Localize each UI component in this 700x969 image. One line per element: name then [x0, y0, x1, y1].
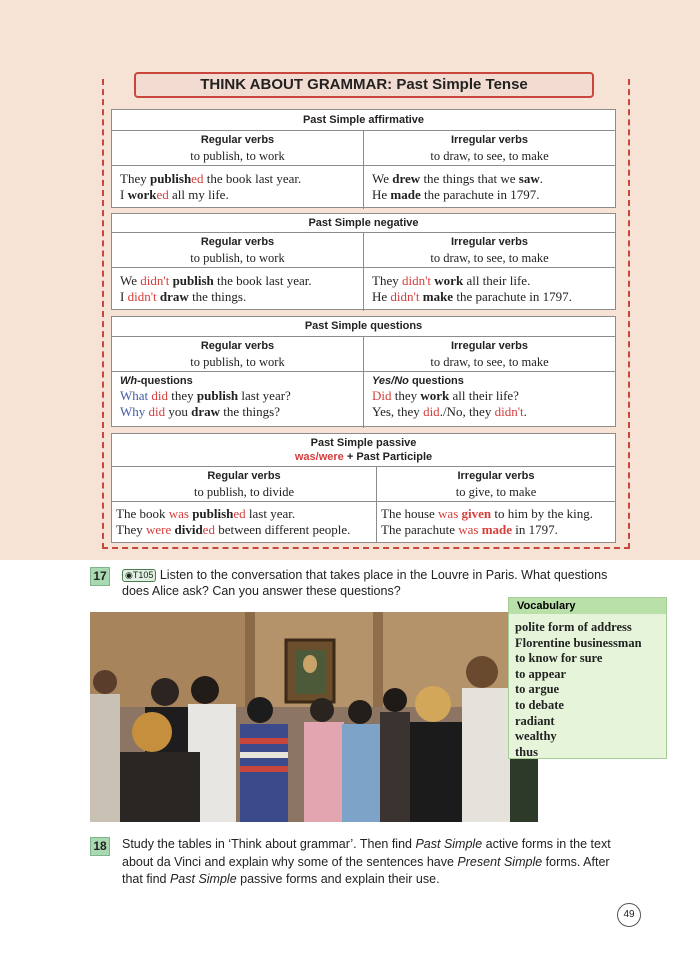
example-line: They didn't work all their life.	[372, 273, 531, 288]
regular-verbs-header: Regular verbs to publish, to work	[190, 236, 285, 265]
wh-question-examples	[112, 372, 363, 428]
louvre-photo	[90, 612, 538, 822]
table-negative	[111, 213, 616, 310]
example-line: What did they publish last year?	[120, 388, 291, 403]
example-line: The parachute was made in 1797.	[381, 522, 558, 537]
vocabulary-item: wealthy	[515, 729, 557, 744]
table-affirmative	[111, 109, 616, 208]
audio-cd-icon[interactable]: ◉T105	[122, 569, 156, 582]
irregular-examples	[363, 268, 615, 311]
irregular-verbs-header: Irregular verbs to draw, to see, to make	[363, 131, 615, 165]
regular-verbs-header: Regular verbs to publish, to divide	[194, 470, 294, 499]
irregular-examples	[363, 166, 615, 209]
yes-no-question-examples	[363, 372, 615, 428]
example-line: Yes, they did./No, they didn't.	[372, 404, 527, 419]
table-caption: Past Simple affirmative	[112, 110, 615, 131]
louvre-crowd-illustration	[90, 612, 538, 822]
example-line: He didn't make the parachute in 1797.	[372, 289, 572, 304]
vocabulary-item: polite form of address	[515, 620, 632, 634]
regular-verbs-header: Regular verbs to publish, to work	[190, 340, 285, 369]
vocabulary-item: to debate	[515, 697, 564, 712]
table-questions	[111, 316, 616, 427]
irregular-verbs-header: Irregular verbs to draw, to see, to make	[363, 337, 615, 371]
example-line: The book was published last year.	[116, 506, 296, 521]
page-number: 49	[617, 903, 641, 927]
regular-verbs-header: Regular verbs to publish, to work	[190, 134, 285, 163]
example-line: We drew the things that we saw.	[372, 171, 543, 186]
exercise-17-text: ◉T105 Listen to the conversation that takes place in the Louvre in Paris. What questions does Alice ask? Can you answer these questions?	[122, 568, 608, 598]
grammar-title: THINK ABOUT GRAMMAR: Past Simple Tense	[134, 72, 594, 98]
table-caption: Past Simple negative	[112, 214, 615, 233]
irregular-examples	[376, 502, 615, 543]
example-line: I worked all my life.	[120, 187, 229, 202]
yes-no-questions-label: Yes/No questions	[372, 375, 464, 387]
vocabulary-item: thus	[515, 744, 538, 759]
exercise-18-text: Study the tables in ‘Think about grammar’. Then find Past Simple active forms in the text about da Vinci and explain why some of the sentences have Present Simple forms. After that find Past Simple passive forms and explain their use.	[122, 837, 611, 886]
table-caption: Past Simple passive was/were + Past Participle	[112, 434, 615, 467]
vocabulary-box	[508, 597, 667, 759]
exercise-17-number: 17	[90, 567, 110, 586]
example-line: We didn't publish the book last year.	[120, 273, 312, 288]
irregular-verbs-header: Irregular verbs to draw, to see, to make	[363, 233, 615, 267]
vocabulary-list	[509, 614, 666, 760]
regular-examples	[112, 166, 363, 209]
regular-examples	[112, 268, 363, 311]
example-line: He made the parachute in 1797.	[372, 187, 540, 202]
example-line: They were divided between different people.	[116, 522, 351, 537]
table-caption: Past Simple questions	[112, 317, 615, 337]
regular-examples	[112, 502, 376, 543]
example-line: They published the book last year.	[120, 171, 302, 186]
wh-questions-label: Wh-questions	[120, 375, 193, 387]
vocabulary-item: radiant	[515, 713, 555, 728]
example-line: The house was given to him by the king.	[381, 506, 593, 521]
passive-formula: was/were + Past Participle	[294, 451, 433, 463]
irregular-verbs-header: Irregular verbs to give, to make	[376, 467, 615, 501]
example-line: Did they work all their life?	[372, 388, 519, 403]
vocabulary-item: to argue	[515, 682, 560, 697]
vocabulary-heading: Vocabulary	[509, 598, 666, 614]
vocabulary-item: to appear	[515, 666, 567, 681]
exercise-18-number: 18	[90, 837, 110, 856]
table-passive	[111, 433, 616, 543]
vocabulary-item: Florentine businessman	[515, 635, 642, 650]
example-line: Why did you draw the things?	[120, 404, 280, 419]
vocabulary-item: to know for sure	[515, 651, 603, 666]
example-line: I didn't draw the things.	[120, 289, 247, 304]
